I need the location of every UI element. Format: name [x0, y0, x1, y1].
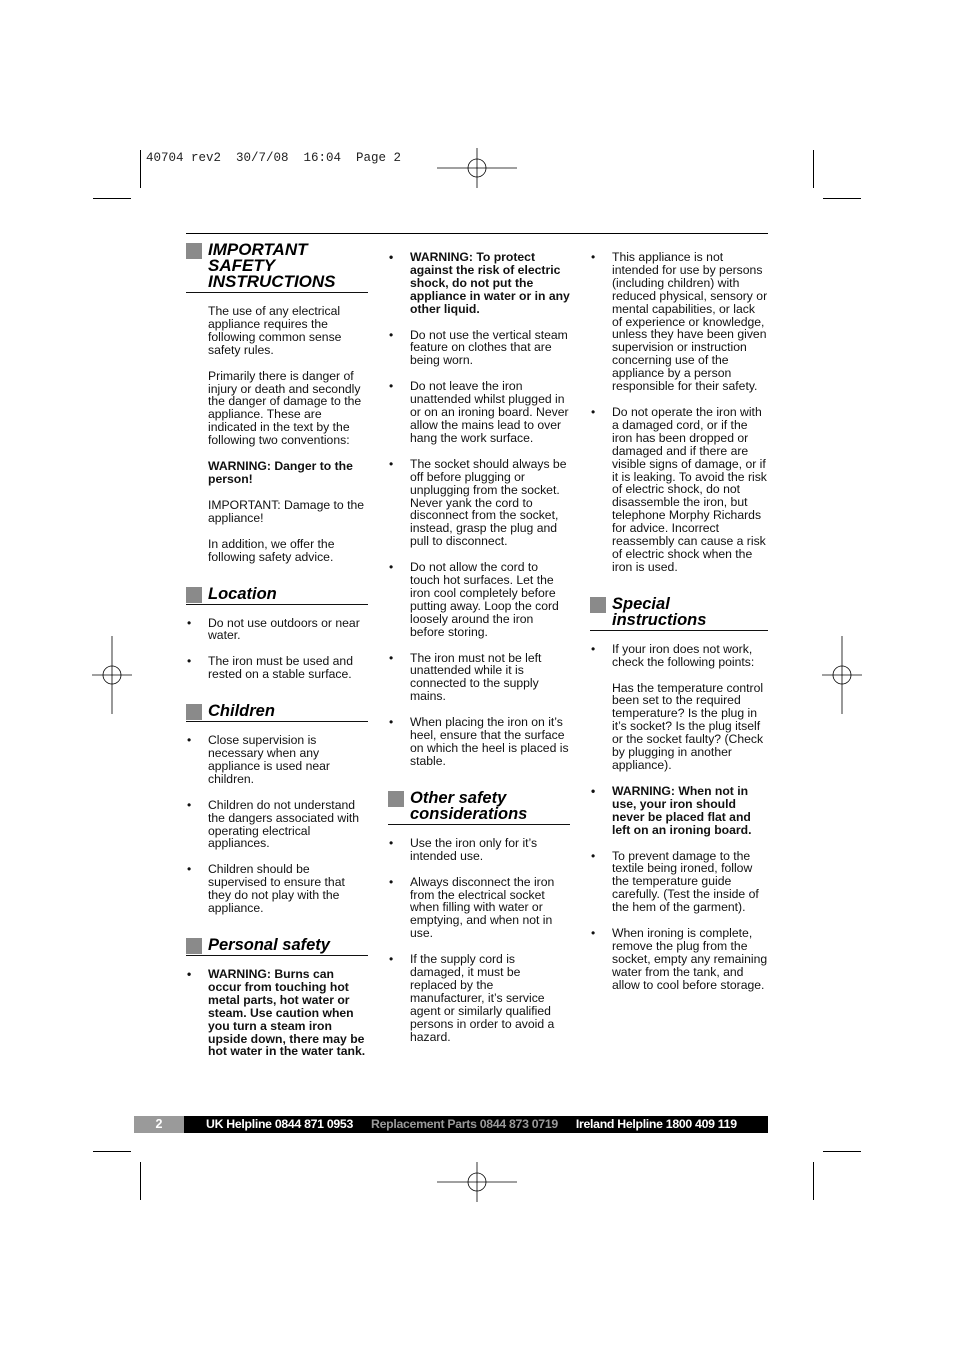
crop-mark: [823, 198, 861, 199]
heading-important-safety: IMPORTANT SAFETY INSTRUCTIONS: [208, 240, 336, 291]
bullet-icon: •: [389, 874, 394, 889]
bullet-icon: •: [187, 615, 192, 630]
bullet-icon: •: [591, 250, 596, 264]
square-bullet-icon: [186, 704, 202, 720]
square-bullet-icon: [186, 938, 202, 954]
list-item: • The iron must be used and rested on a stable surface.: [187, 654, 353, 682]
list-item: • Children should be supervised to ensure that they do not play with the appliance.: [187, 862, 345, 916]
list-item: • The socket should always be off before plugging or unplugging from the socket. Never yank the cord to disconnect from the socket, instead, grasp the plug and pull to disconnect.: [389, 456, 567, 549]
column-2: [388, 251, 570, 1066]
list-item: • WARNING: To protect against the risk of electric shock, do not put the appliance in water or in any other liquid.: [389, 250, 570, 316]
bullet-icon: •: [591, 783, 596, 798]
section-heading: [590, 596, 768, 631]
list-item: • WARNING: Burns can occur from touching hot metal parts, hot water or steam. Use caution when you turn a steam iron upside down, there may be hot water in the water tank.: [187, 967, 366, 1059]
section-children: [186, 703, 368, 915]
general-safety-list: [388, 251, 570, 768]
crop-mark: [140, 1162, 141, 1200]
bullet-icon: •: [187, 862, 192, 877]
column-1: [186, 242, 368, 1080]
column-3: [590, 251, 768, 1014]
list-item: • When ironing is complete, remove the plug from the socket, empty any remaining water from the tank, and allow to cool before storage.: [591, 926, 768, 992]
crop-mark: [813, 150, 814, 188]
special-instructions-list: [590, 643, 768, 992]
list-item: • Children do not understand the dangers associated with operating electrical appliances.: [187, 797, 360, 851]
heading-other-safety: Other safety considerations: [410, 788, 528, 823]
uk-helpline: UK Helpline 0844 871 0953: [206, 1117, 353, 1131]
bullet-icon: •: [389, 560, 394, 575]
crop-mark: [823, 1151, 861, 1152]
heading-personal-safety: Personal safety: [208, 936, 330, 954]
list-item: • To prevent damage to the textile being ironed, follow the temperature guide carefully. (Test the inside of the hem of the garment).: [591, 848, 759, 915]
square-bullet-icon: [388, 791, 404, 807]
warning-convention: WARNING: Danger to the person!: [208, 459, 353, 486]
bullet-icon: •: [591, 926, 596, 941]
bullet-icon: •: [187, 967, 192, 981]
crop-mark: [93, 198, 131, 199]
ireland-helpline: Ireland Helpline 1800 409 119: [575, 1117, 737, 1131]
list-item: • Do not leave the iron unattended whilst plugged in or on an ironing board. Never allow the mains lead to over hang the work surface.: [389, 379, 569, 445]
intro-paragraph: The use of any electrical appliance requires the following common sense safety rules.: [208, 304, 342, 357]
bullet-icon: •: [389, 379, 394, 394]
bullet-icon: •: [187, 654, 192, 669]
section-heading: [186, 703, 368, 722]
section-important: [186, 242, 368, 564]
bullet-icon: •: [187, 733, 192, 748]
footer-helpline-bar: [134, 1116, 768, 1133]
list-item: • The iron must not be left unattended while it is connected to the supply mains.: [389, 650, 542, 704]
section-heading: [388, 790, 570, 825]
intro-paragraph: In addition, we offer the following safety advice.: [208, 536, 335, 564]
appliance-safety-list: [590, 251, 768, 574]
bullet-icon: •: [591, 404, 596, 419]
section-special-instructions: [590, 596, 768, 992]
replacement-parts-line: Replacement Parts 0844 873 0719: [371, 1117, 558, 1131]
list-item: • If your iron does not work, check the following points: Has the temperature control been set to the required temperature? Is the plug in it’s socket? Is the plug itself or the socket faulty? (Check by plugging in another appliance).: [591, 641, 764, 772]
bullet-icon: •: [389, 456, 394, 471]
important-convention: IMPORTANT: Damage to the appliance!: [208, 497, 365, 525]
crop-mark: [813, 1162, 814, 1200]
section-appliance-safety: [590, 251, 768, 574]
list-item: • Always disconnect the iron from the electrical socket when filling with water or emptying, and when not in use.: [389, 874, 555, 941]
intro-paragraph: Primarily there is danger of injury or death and secondly the danger of damage to the appliance. These are indicated in the text by the following two conventions:: [208, 368, 362, 448]
square-bullet-icon: [186, 587, 202, 603]
list-item: • When placing the iron on it’s heel, ensure that the surface on which the heel is placed is stable.: [389, 715, 569, 768]
section-heading: [186, 586, 368, 605]
bullet-icon: •: [389, 650, 394, 665]
bullet-icon: •: [389, 250, 394, 264]
square-bullet-icon: [186, 243, 202, 259]
list-item: • WARNING: When not in use, your iron should never be placed flat and left on an ironing board.: [591, 783, 752, 837]
other-safety-list: [388, 837, 570, 1044]
registration-mark-icon: [437, 1162, 517, 1202]
list-item: • Do not operate the iron with a damaged cord, or if the iron has been dropped or damaged and if there are visible signs of damage, or if it is leaking. To avoid the risk of electric shock, do not disassemble the iron, but telephone Morphy Richards for advice. Incorrect reassembly can cause a risk of electric shock when the iron is used.: [591, 404, 767, 574]
personal-safety-list: [186, 968, 368, 1058]
bullet-icon: •: [591, 641, 596, 656]
children-list: [186, 734, 368, 915]
list-item: • This appliance is not intended for use by persons (including children) with reduced physical, sensory or mental capabilities, or lack of experience or knowledge, unless they have been given supervision or instruction concerning use of the appliance by a person responsible for their safety.: [591, 250, 768, 394]
square-bullet-icon: [590, 597, 606, 613]
list-item: • Use the iron only for it’s intended use.: [389, 835, 538, 863]
bullet-icon: •: [591, 848, 596, 863]
list-item: • Do not allow the cord to touch hot surfaces. Let the iron cool completely before putting away. Loop the cord loosely around the iron before storing.: [389, 560, 559, 639]
heading-special-instructions: Special instructions: [612, 594, 707, 629]
section-other-safety: [388, 790, 570, 1044]
list-item: • If the supply cord is damaged, it must be replaced by the manufacturer, it’s service agent or similarly qualified persons in order to avoid a hazard.: [389, 952, 555, 1044]
section-personal-safety: [186, 937, 368, 1058]
section-heading: [186, 242, 368, 293]
section-location: [186, 586, 368, 682]
section-heading: [186, 937, 368, 956]
heading-children: Children: [208, 702, 275, 721]
heading-location: Location: [208, 584, 277, 603]
bullet-icon: •: [389, 715, 394, 730]
section-general-safety: [388, 251, 570, 768]
bullet-icon: •: [389, 835, 394, 850]
helpline-strip: [184, 1116, 768, 1133]
registration-mark-icon: [92, 636, 132, 714]
printer-slug: 40704 rev2 30/7/08 16:04 Page 2: [146, 151, 402, 165]
page-number: 2: [134, 1116, 184, 1133]
top-rule: [186, 233, 768, 234]
location-list: [186, 617, 368, 682]
list-item: • Close supervision is necessary when any appliance is used near children.: [187, 733, 330, 786]
registration-mark-icon: [437, 148, 517, 188]
bullet-icon: •: [187, 797, 192, 812]
list-item: • Do not use outdoors or near water.: [187, 615, 360, 643]
list-item: • Do not use the vertical steam feature on clothes that are being worn.: [389, 327, 568, 368]
bullet-icon: •: [389, 952, 394, 967]
registration-mark-icon: [822, 636, 862, 714]
crop-mark: [140, 150, 141, 188]
bullet-icon: •: [389, 327, 394, 342]
crop-mark: [93, 1151, 131, 1152]
